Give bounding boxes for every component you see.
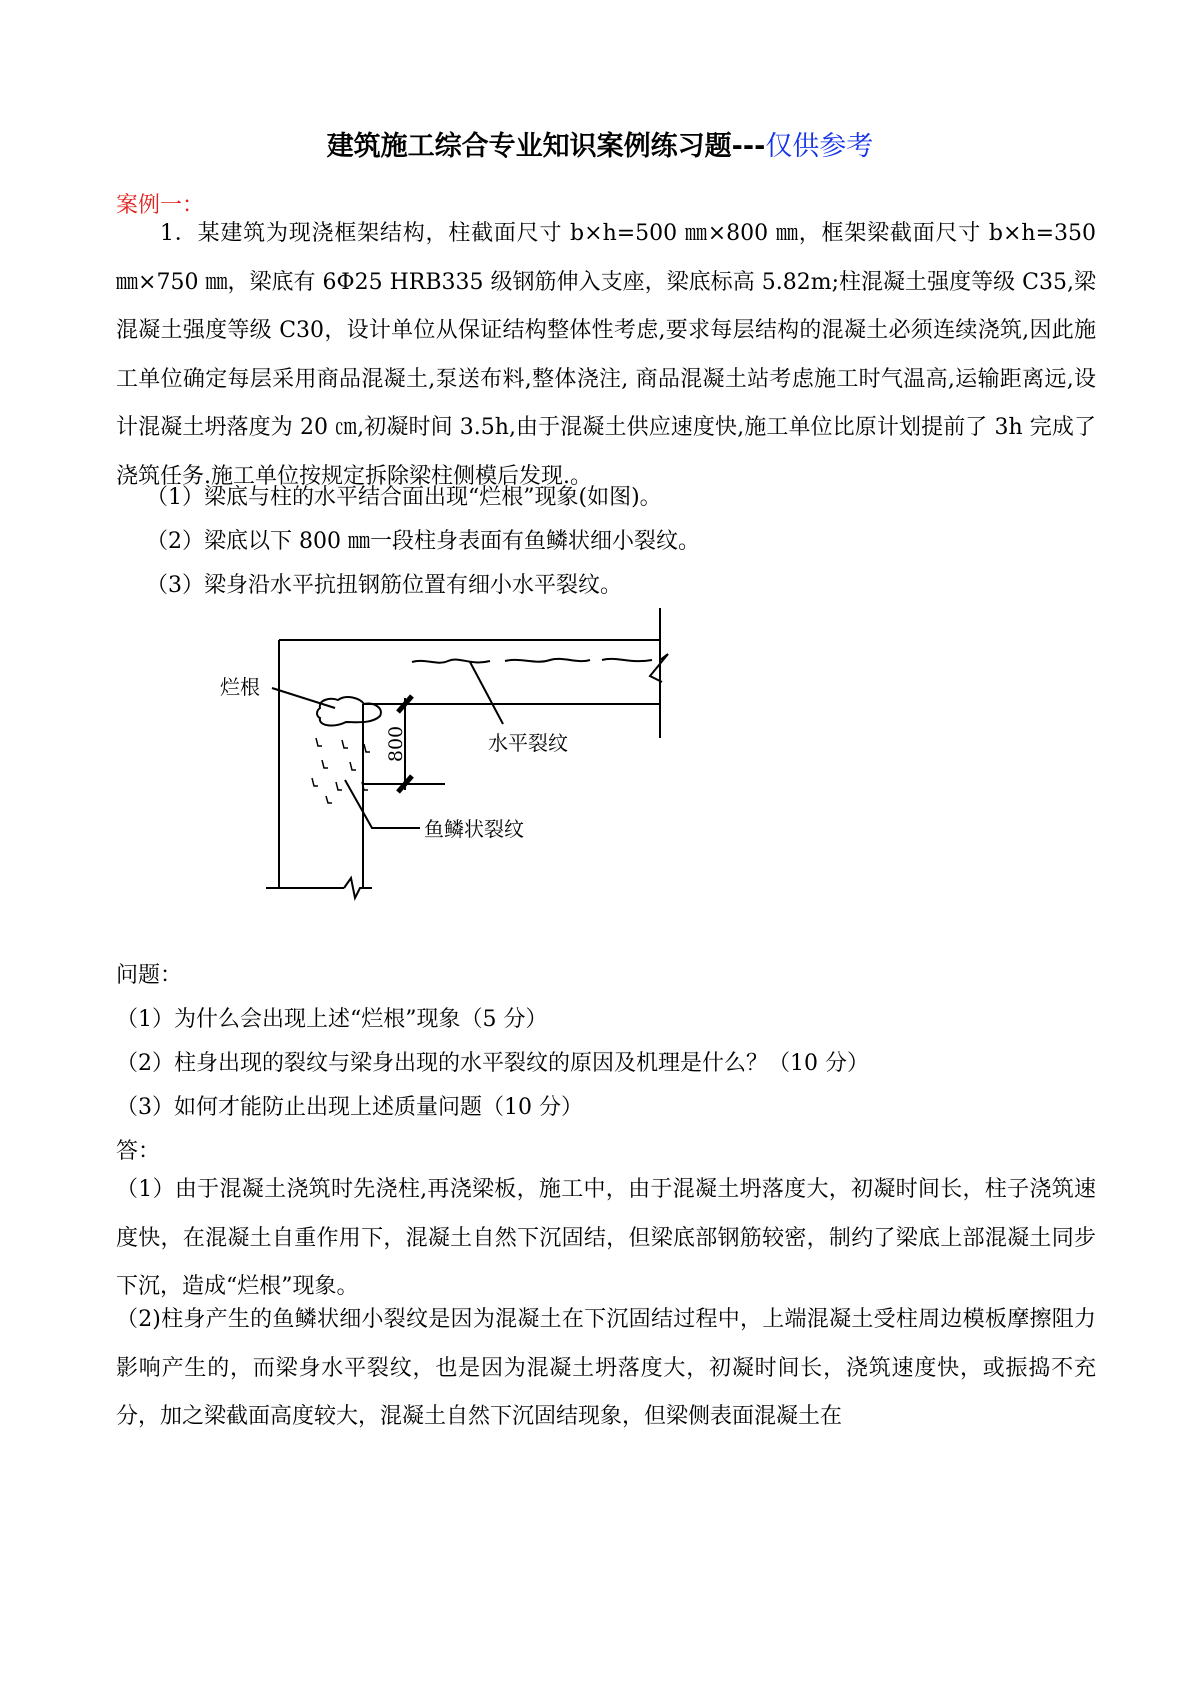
- leader-horizontal-crack: [470, 662, 503, 724]
- label-fish-scale-crack: 鱼鳞状裂纹: [424, 817, 524, 841]
- question-item: （3）如何才能防止出现上述质量问题（10 分）: [116, 1095, 583, 1120]
- leader-fish-scale: [345, 780, 420, 828]
- title-reference-note: 仅供参考: [765, 131, 874, 162]
- leader-rotten-root: [272, 688, 335, 708]
- questions-heading: 问题：: [116, 963, 183, 988]
- answer-paragraph: （2)柱身产生的鱼鳞状细小裂纹是因为混凝土在下沉固结过程中，上端混凝土受柱周边模板摩擦阻力影响产生的，而梁身水平裂纹，也是因为混凝土坍落度大，初凝时间长，浇筑速度快，或振捣不充分，加之梁截面高度较大，混凝土自然下沉固结现象，但梁侧表面混凝土在: [116, 1307, 1096, 1429]
- finding-item: （2）梁底以下 800 ㎜一段柱身表面有鱼鳞状细小裂纹。: [146, 529, 700, 554]
- case-intro-paragraph: 1．某建筑为现浇框架结构，柱截面尺寸 b×h=500 ㎜×800 ㎜，框架梁截面尺寸 b×h=350 ㎜×750 ㎜，梁底有 6Φ25 HRB335 级钢筋伸入支座，梁底标高 5.82m;柱混凝土强度等级 C35,梁混凝土强度等级 C30，设计单位从保证结构整体性考虑,要求每层结构的混凝土必须连续浇筑,因此施工单位确定每层采用商品混凝土,泵送布料,整体浇注, 商品混凝土站考虑施工时气温高,运输距离远,设计混凝土坍落度为 20 ㎝,初凝时间 3.5h,由于混凝土供应速度快,施工单位比原计划提前了 3h 完成了浇筑任务.施工单位按规定拆除梁柱侧模后发现.。: [116, 221, 1096, 489]
- answer-heading: 答：: [116, 1139, 161, 1164]
- title-main: 建筑施工综合专业知识案例练习题---: [326, 131, 766, 162]
- rotten-root-blob: [317, 697, 381, 725]
- break-line: [266, 878, 372, 898]
- fish-scale-marks: [312, 738, 370, 803]
- label-rotten-root: 烂根: [220, 675, 260, 699]
- dimension-label: 800: [385, 725, 407, 763]
- horizontal-crack-line: [412, 659, 652, 663]
- answer-paragraph: （1）由于混凝土浇筑时先浇柱,再浇梁板，施工中，由于混凝土坍落度大，初凝时间长，柱子浇筑速度快，在混凝土自重作用下，混凝土自然下沉固结，但梁底部钢筋较密，制约了梁底上部混凝土同步下沉，造成“烂根”现象。: [116, 1177, 1096, 1299]
- question-item: （2）柱身出现的裂纹与梁身出现的水平裂纹的原因及机理是什么？（10 分）: [116, 1051, 869, 1076]
- finding-item: （1）梁底与柱的水平结合面出现“烂根”现象(如图)。: [146, 485, 662, 510]
- label-horizontal-crack: 水平裂纹: [488, 731, 568, 755]
- finding-item: （3）梁身沿水平抗扭钢筋位置有细小水平裂纹。: [146, 573, 622, 598]
- case-label: 案例一：: [116, 193, 205, 218]
- question-item: （1）为什么会出现上述“烂根”现象（5 分）: [116, 1007, 548, 1032]
